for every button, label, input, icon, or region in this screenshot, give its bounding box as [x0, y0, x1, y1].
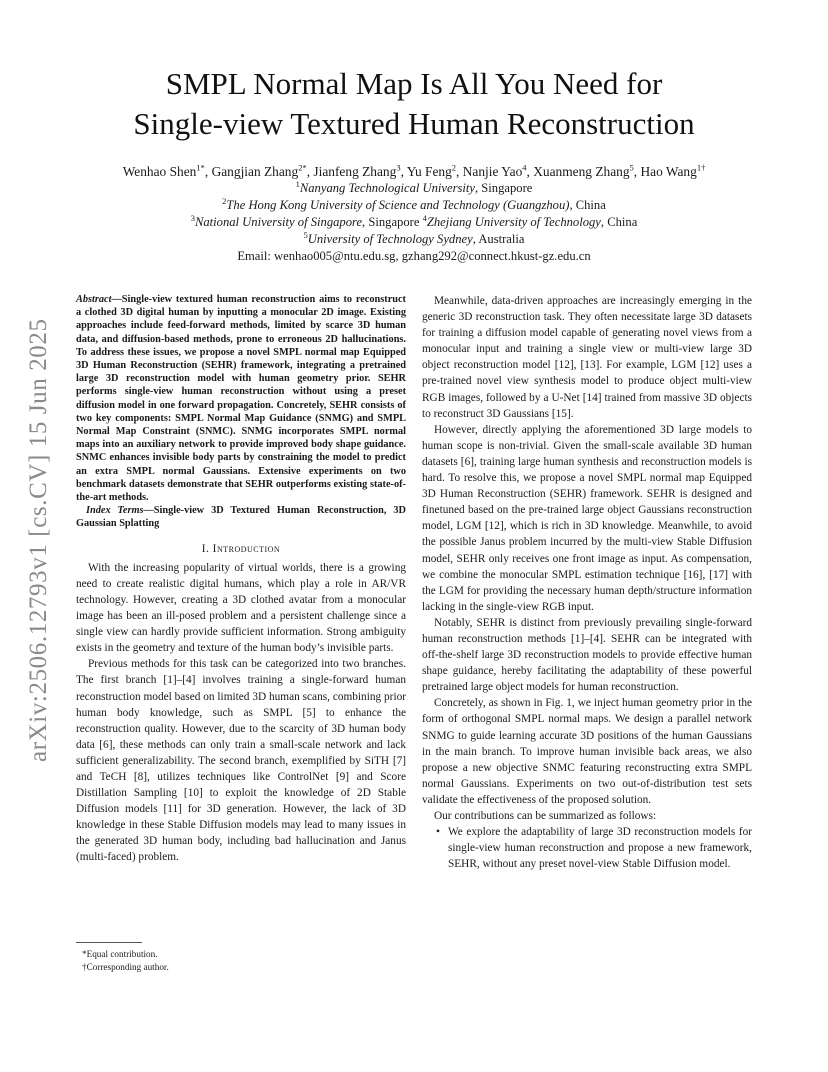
paragraph: Meanwhile, data-driven approaches are increasingly emerging in the generic 3D reconstruction task. They often necessitate large 3D datasets for training a diffusion model capable of generating novel views from a monocular input and training a single view or multi-view large 3D object reconstruction model [12], [13]. For example, LGM [12] uses a pre-trained novel view synthesis model to produce object multi-view RGB images, followed by a U-Net [14] trained from massive 3D objects to reconstruct 3D Gaussians [15]. [422, 295, 752, 420]
author: Wenhao Shen$^{1*}$ [122, 162, 205, 179]
email-line: Email: wenhao005@ntu.edu.sg, gzhang292@connect.hkust-gz.edu.cn [237, 249, 591, 263]
left-column [76, 293, 406, 866]
affiliation-5: $^5$University of Technology Sydney, Australia [303, 229, 525, 246]
paragraph: Previous methods for this task can be categorized into two branches. The first branch [1]–[4] involves training a single-forward human reconstruction model based on limited 3D human scans, combining prior human body knowledge, such as SMPL [5] to enhance the reconstruction quality. However, due to the scarcity of 3D human body data [6], these methods can only train a small-scale network and lack sufficient generalizability. The second branch, exemplified by SiTH [7] and TeCH [8], utilizes techniques like ControlNet [9] and Score Distillation Sampling [10] to exploit the knowledge of 2D Stable Diffusion models [11] for 3D generation. However, the lack of 3D knowledge in these Stable Diffusion models may lead to many issues in the generated 3D human body, including bad hallucination and Janus (multi-faced) problem. [76, 658, 406, 864]
arxiv-identifier: arXiv:2506.12793v1 [cs.CV] 15 Jun 2025 [25, 318, 52, 762]
paragraph: However, directly applying the aforementioned 3D large models to human scope is non-trivial. Given the small-scale available 3D human datasets [6], training large human synthesis and reconstruction models is hard. To resolve this, we propose a novel SMPL normal map Equipped 3D Human Reconstruction (SEHR) framework. SEHR is designed and finetuned based on the pre-trained large object Gaussians reconstruction model, LGM [12], which is rich in 3D knowledge. Meanwhile, to avoid the possible Janus problem incurred by the multi-view Stable Diffusion model, SEHR only receives one front image as input. As compensation, we combine the monocular SMPL estimation technique [16], [17] with the LGM for providing the necessary human depth/structure information lacking in the single-view RGB input. [422, 423, 752, 613]
affiliation-2: $^2$The Hong Kong University of Science and Technology (Guangzhou), China [222, 195, 606, 212]
section-heading: I. Introduction [201, 542, 281, 555]
list-item: • We explore the adaptability of large 3D reconstruction models for single-view human reconstruction and propose a new framework, SEHR, without any preset novel-view Stable Diffusion model. [436, 826, 752, 871]
author: Jianfeng Zhang$^3$ [313, 162, 401, 179]
index-terms: Index Terms—Single-view 3D Textured Human Reconstruction, 3D Gaussian Splatting [76, 505, 406, 530]
paragraph: Concretely, as shown in Fig. 1, we inject human geometry prior in the form of orthogonal SMPL normal maps. We design a parallel network SNMG to guide learning accurate 3D positions of the human Gaussians in the main branch. To improve human invisible back areas, we also propose a new objective SNMC featuring reconstructing extra SMPL normal Gaussians. Experiments on two out-of-distribution test sets validate the effectiveness of the proposed solution. [422, 697, 752, 806]
author: Hao Wang$^{1\dagger}$ [640, 162, 706, 179]
footnote: †Corresponding author. [82, 961, 169, 972]
author-list: Wenhao Shen$^{1*}$, Gangjian Zhang$^{2*}$, Jianfeng Zhang$^3$, Yu Feng$^2$, Nanjie Yao$^4$, Xuanmeng Zhang$^5$, Hao Wang$^{1\dagger}$ [122, 162, 706, 179]
bullet-icon: • [436, 826, 440, 839]
abstract: Abstract—Single-view textured human reconstruction aims to reconstruct a clothed 3D digital human by inputting a monocular 2D image. Existing approaches include feed-forward methods, limited by scarce 3D human data, and diffusion-based methods, prone to erroneous 2D hallucinations. To address these issues, we propose a novel SMPL normal map Equipped 3D Human Reconstruction (SEHR) framework, integrating a pretrained large 3D reconstruction model with human geometry prior. SEHR performs single-view human reconstruction without using a preset diffusion model in one forward propagation. Concretely, SEHR consists of two key components: SMPL Normal Map Guidance (SNMG) and SMPL Normal Map Constraint (SNMC). SNMG incorporates SMPL normal maps into an auxiliary network to provide improved body shape guidance. SNMC enhances invisible body parts by constraining the model to predict an extra SMPL normal Gaussians. Extensive experiments on two benchmark datasets demonstrate that SEHR outperforms existing state-of-the-art methods. [76, 294, 406, 504]
author: Gangjian Zhang$^{2*}$ [211, 162, 307, 179]
title-line-1: SMPL Normal Map Is All You Need for [165, 66, 663, 101]
affiliation-3-4: $^3$National University of Singapore, Singapore $^4$Zhejiang University of Technology, China [190, 212, 638, 229]
paragraph: With the increasing popularity of virtual worlds, there is a growing need to create realistic digital humans, which play a role in AR/VR technology. However, creating a 3D clothed avatar from a monocular image has been an ill-posed problem and a persistent challenge since a single view can hardly provide sufficient information. Strong ambiguity exists in the geometry and texture of the human body’s invisible parts. [76, 561, 406, 655]
paragraph: Notably, SEHR is distinct from previously prevailing single-forward human reconstruction methods [1]–[4]. SEHR can be integrated with off-the-shelf large 3D reconstruction models to provide effective human shape guidance, hereby facilitating the adaptability of these powerful pretrained large object models for human reconstruction. [422, 616, 752, 694]
right-column [422, 293, 752, 872]
author: Xuanmeng Zhang$^5$ [533, 162, 634, 179]
affiliation-1: $^1$Nanyang Technological University, Singapore [295, 178, 533, 195]
author: Yu Feng$^2$ [406, 162, 457, 179]
paragraph: Our contributions can be summarized as follows: [434, 810, 657, 822]
footnote-divider [76, 942, 142, 943]
contribution-list [422, 824, 752, 872]
author: Nanjie Yao$^4$ [462, 162, 527, 179]
paper-title [60, 64, 768, 144]
title-line-2: Single-view Textured Human Reconstruction [133, 106, 695, 141]
footnote: *Equal contribution. [82, 949, 158, 959]
footnotes [76, 948, 406, 973]
